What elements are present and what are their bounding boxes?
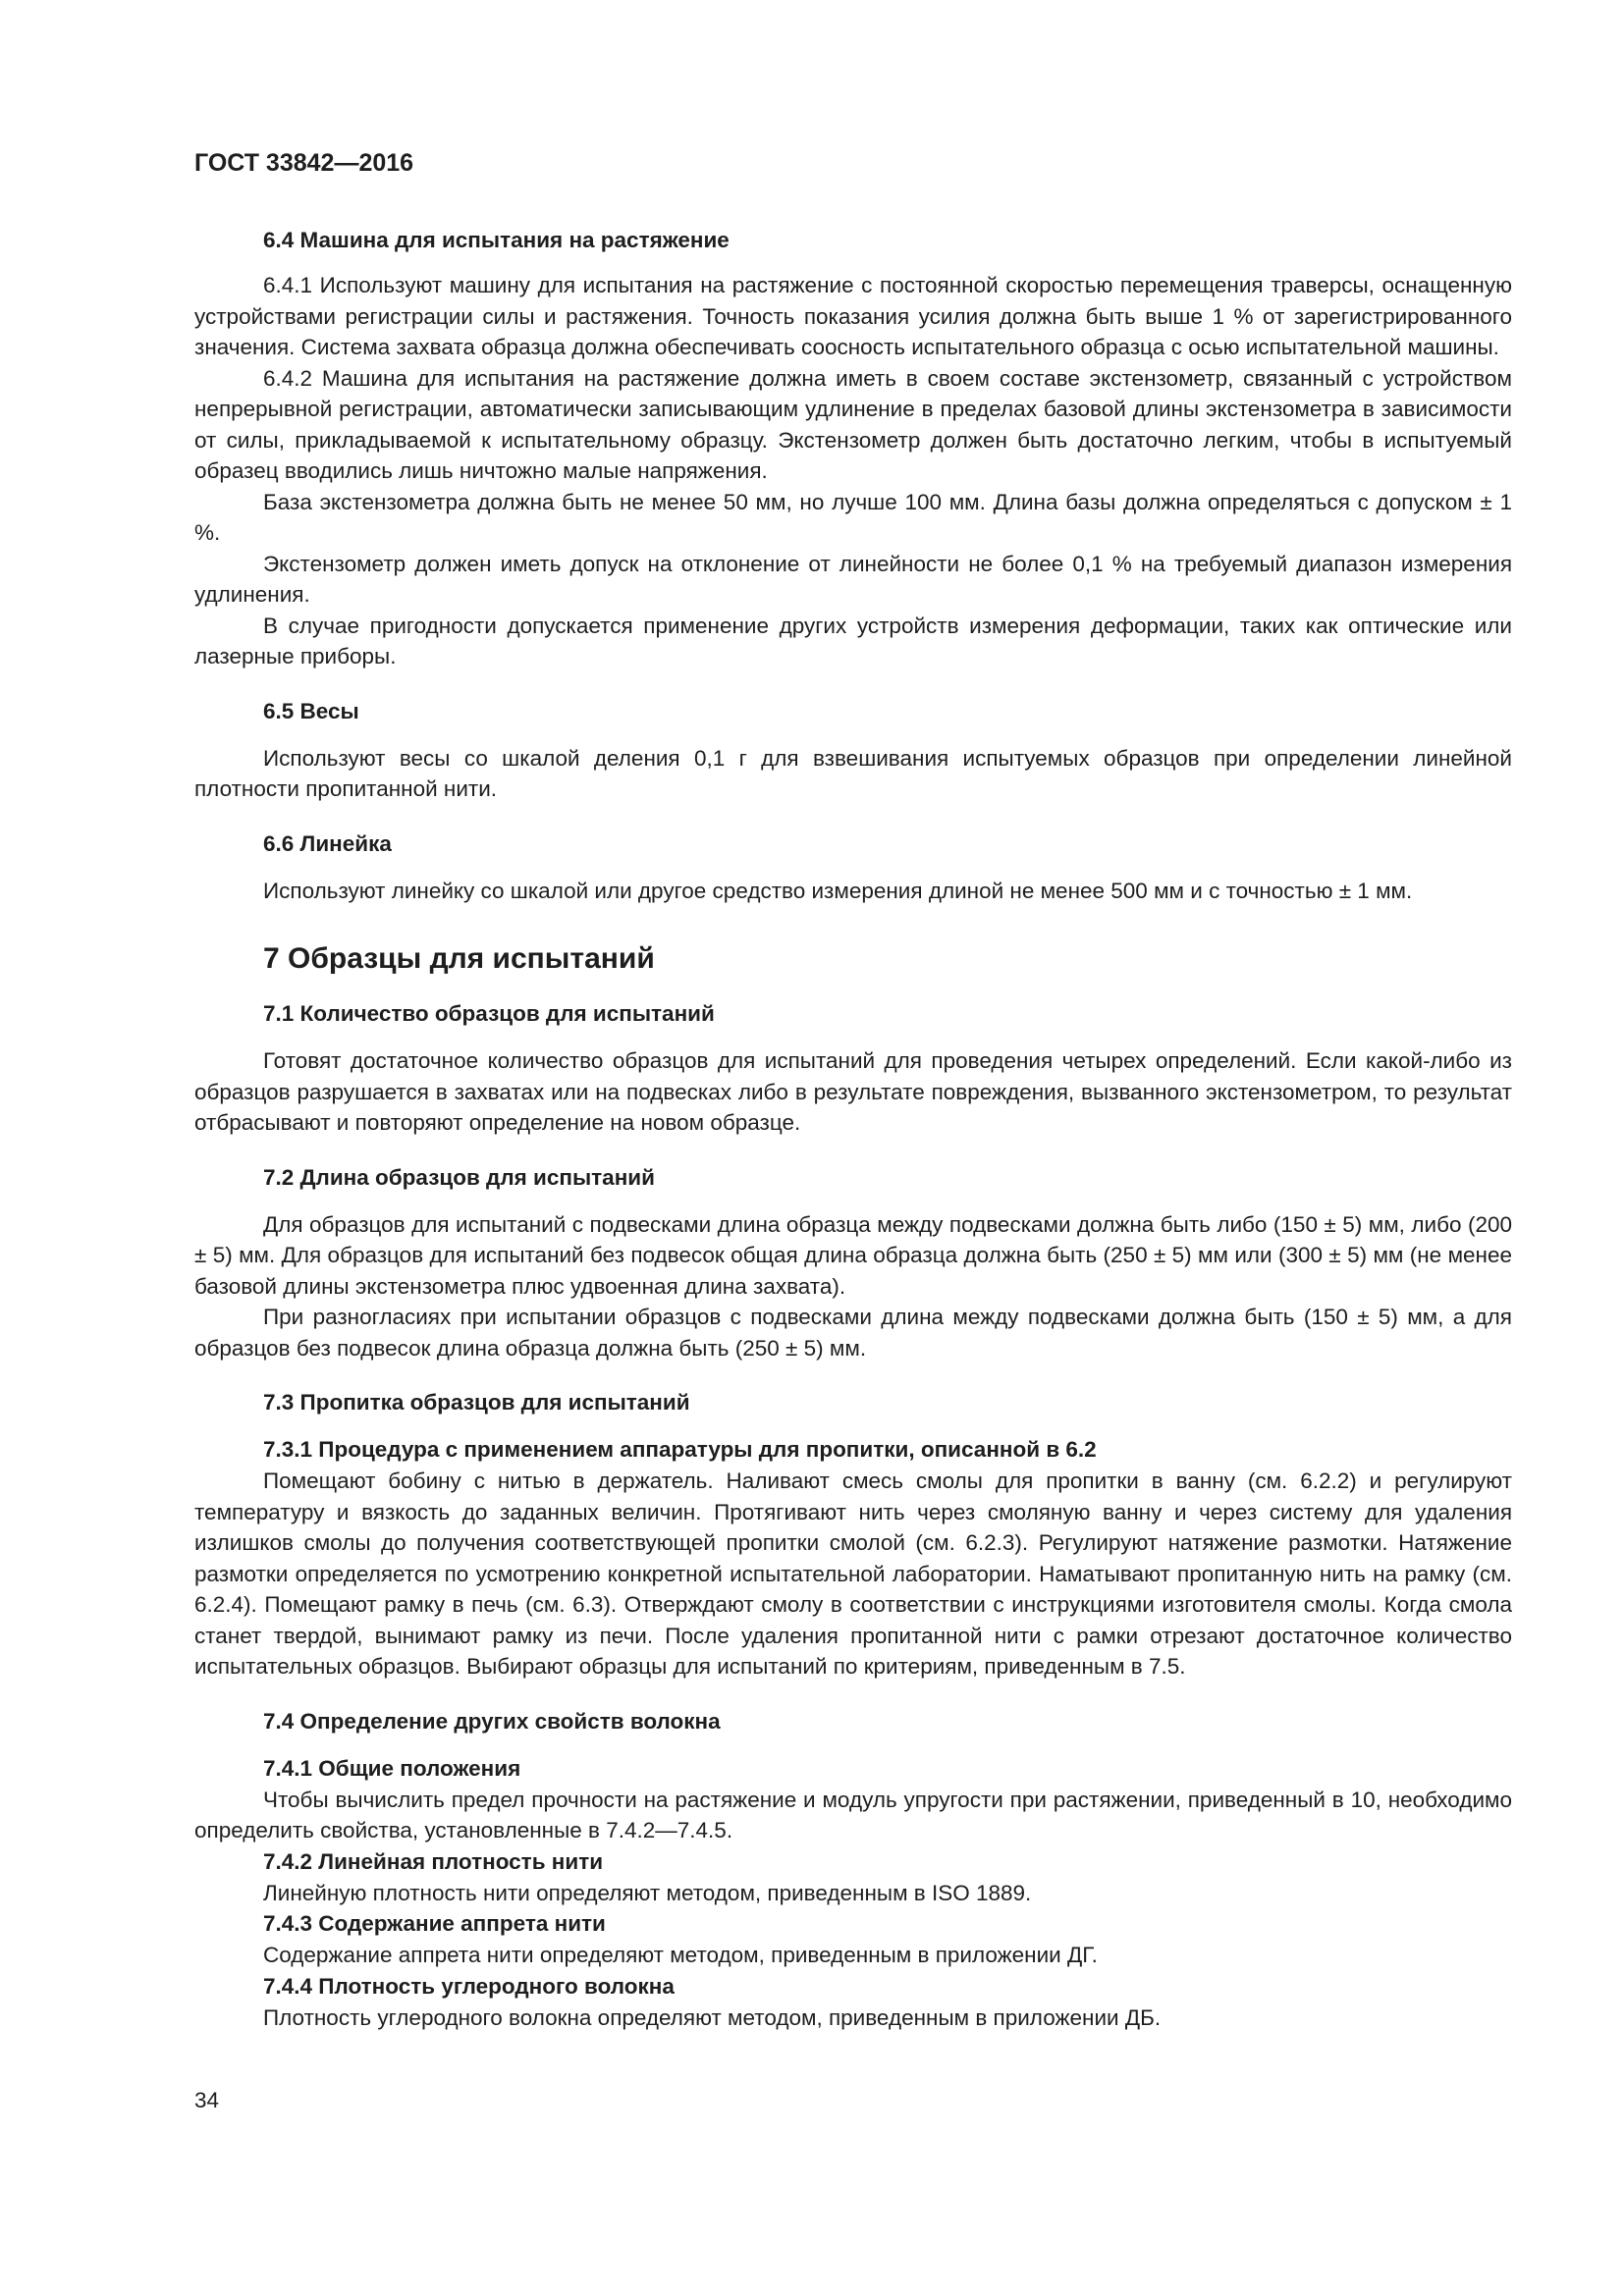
page-number: 34 <box>194 2088 220 2112</box>
paragraph: Линейную плотность нити определяют методом, приведенным в ISO 1889. <box>263 1880 1032 1905</box>
paragraph: В случае пригодности допускается применение других устройств измерения деформации, таких как оптические или лазерные приборы. <box>194 613 1512 668</box>
paragraph: Готовят достаточное количество образцов для испытаний для проведения четырех определений. Если какой-либо из образцов разрушается в захватах или на подвесках либо в результате повреждения, вызванного экстензометром, то результат отбрасывают и повторяют определение на новом образце. <box>194 1048 1512 1135</box>
section-7-4-2-heading: 7.4.2 Линейная плотность нити <box>263 1848 604 1874</box>
section-6-5-heading: 6.5 Весы <box>263 698 359 723</box>
section-7-4-heading: 7.4 Определение других свойств волокна <box>263 1708 721 1734</box>
section-7-4-4-heading: 7.4.4 Плотность углеродного волокна <box>263 1973 675 1999</box>
section-6-6-heading: 6.6 Линейка <box>263 830 392 856</box>
section-7-3-1-heading: 7.3.1 Процедура с применением аппаратуры для пропитки, описанной в 6.2 <box>263 1437 1097 1462</box>
page-content <box>194 225 1512 2033</box>
paragraph: Плотность углеродного волокна определяют методом, приведенным в приложении ДБ. <box>263 2004 1162 2030</box>
paragraph: Используют линейку со шкалой или другое средство измерения длиной не менее 500 мм и с точностью ± 1 мм. <box>263 878 1413 903</box>
section-7-4-3-heading: 7.4.3 Содержание аппрета нити <box>263 1911 606 1936</box>
section-7-2-heading: 7.2 Длина образцов для испытаний <box>263 1164 655 1190</box>
paragraph: База экстензометра должна быть не менее 50 мм, но лучше 100 мм. Длина базы должна определяться с допуском ± 1 %. <box>194 489 1512 545</box>
section-7-heading: 7 Образцы для испытаний <box>263 942 655 975</box>
section-6-4-heading: 6.4 Машина для испытания на растяжение <box>263 228 730 252</box>
document-id: ГОСТ 33842—2016 <box>194 149 414 177</box>
paragraph: Используют весы со шкалой деления 0,1 г для взвешивания испытуемых образцов при определении линейной плотности пропитанной нити. <box>194 745 1512 801</box>
section-7-4-1-heading: 7.4.1 Общие положения <box>263 1755 521 1781</box>
paragraph: При разногласиях при испытании образцов с подвесками длина между подвесками должна быть (150 ± 5) мм, а для образцов без подвесок длина образца должна быть (250 ± 5) мм. <box>194 1305 1512 1361</box>
section-7-1-heading: 7.1 Количество образцов для испытаний <box>263 1001 715 1026</box>
paragraph: Экстензометр должен иметь допуск на отклонение от линейности не более 0,1 % на требуемый диапазон измерения удлинения. <box>194 551 1512 607</box>
paragraph: 6.4.1 Используют машину для испытания на растяжение с постоянной скоростью перемещения траверсы, оснащенную устройствами регистрации силы и растяжения. Точность показания усилия должна быть выше 1 % от зарегистрированного значения. Система захвата образца должна обеспечивать соосность испытательного образца с осью испытательной машины. <box>194 273 1512 359</box>
section-7-3-heading: 7.3 Пропитка образцов для испытаний <box>263 1390 690 1415</box>
paragraph: Помещают бобину с нитью в держатель. Наливают смесь смолы для пропитки в ванну (см. 6.2.2) и регулируют температуру и вязкость до заданных величин. Протягивают нить через смоляную ванну и через систему для удаления излишков смолы до получения соответствующей пропитки смолой (см. 6.2.3). Регулируют натяжение размотки. Натяжение размотки определяется по усмотрению конкретной испытательной лаборатории. Наматывают пропитанную нить на рамку (см. 6.2.4). Помещают рамку в печь (см. 6.3). Отверждают смолу в соответствии с инструкциями изготовителя смолы. Когда смола станет твердой, вынимают рамку из печи. После удаления пропитанной нити с рамки отрезают достаточное количество испытательных образцов. Выбирают образцы для испытаний по критериям, приведенным в 7.5. <box>194 1468 1512 1679</box>
paragraph: Чтобы вычислить предел прочности на растяжение и модуль упругости при растяжении, приведенный в 10, необходимо определить свойства, установленные в 7.4.2—7.4.5. <box>194 1787 1512 1842</box>
paragraph: 6.4.2 Машина для испытания на растяжение должна иметь в своем составе экстензометр, связанный с устройством непрерывной регистрации, автоматически записывающим удлинение в пределах базовой длины экстензометра в зависимости от силы, прикладываемой к испытательному образцу. Экстензометр должен быть достаточно легким, чтобы в испытуемый образец вводились лишь ничтожно малые напряжения. <box>194 365 1512 483</box>
paragraph: Содержание аппрета нити определяют методом, приведенным в приложении ДГ. <box>263 1943 1098 1967</box>
paragraph: Для образцов для испытаний с подвесками длина образца между подвесками должна быть либо (150 ± 5) мм, либо (200 ± 5) мм. Для образцов для испытаний без подвесок общая длина образца должна быть (250 ± 5) мм или (300 ± 5) мм (не менее базовой длины экстензометра плюс удвоенная длина захвата). <box>194 1211 1512 1299</box>
